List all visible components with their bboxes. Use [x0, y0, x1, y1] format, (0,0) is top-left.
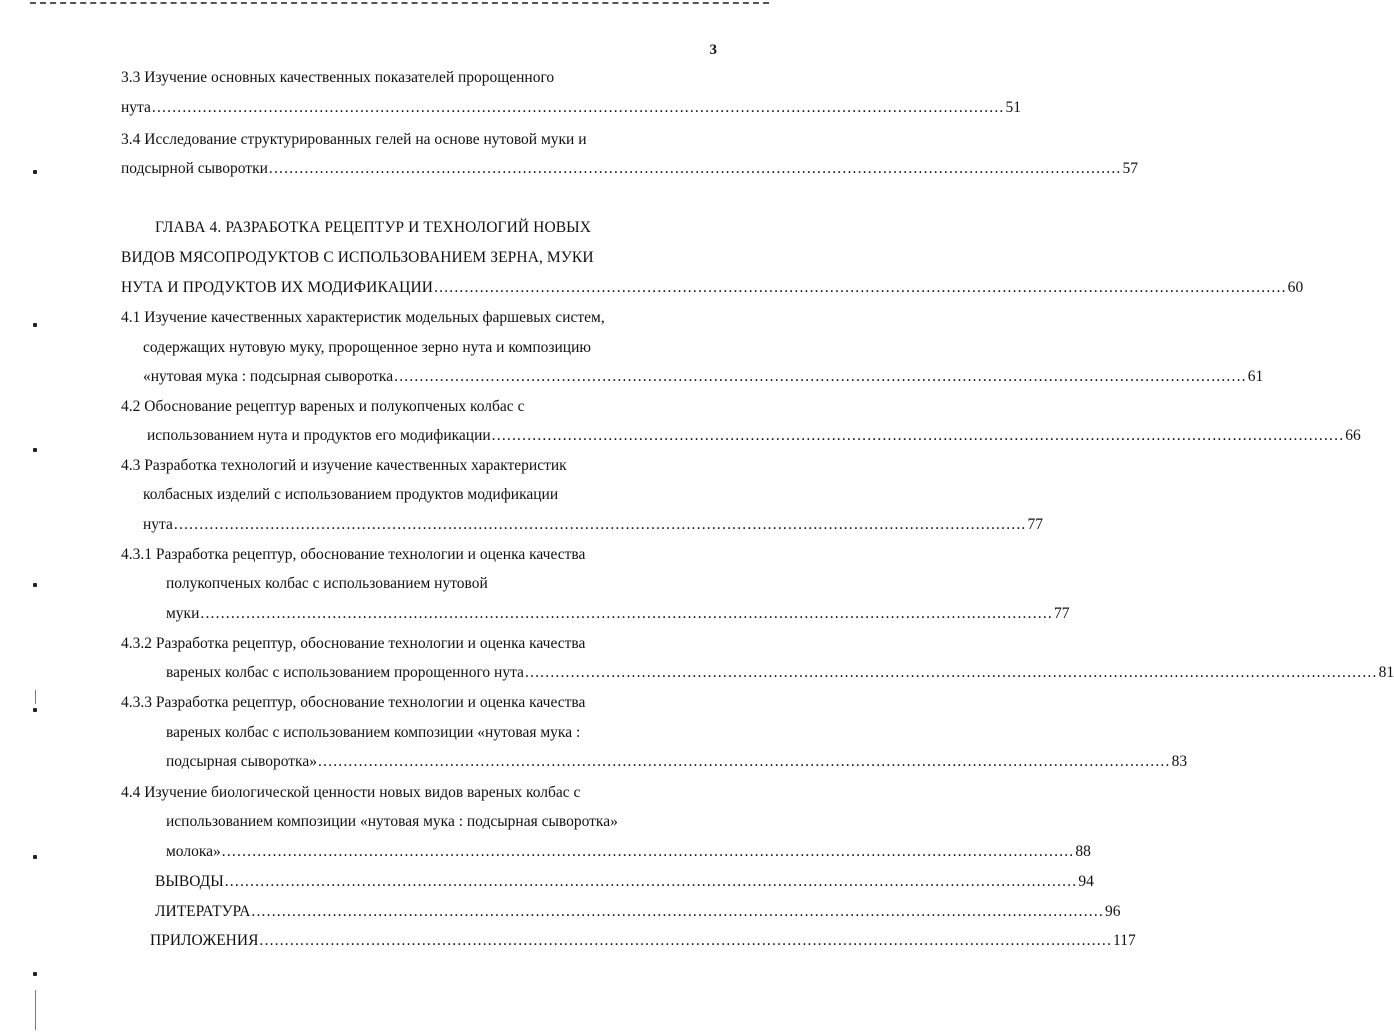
toc-page-number: 77 — [1027, 516, 1043, 533]
toc-entry-4-3-1-last-line — [166, 604, 1070, 624]
dot-leader: ........................................................................................................................................................................ — [151, 99, 1005, 116]
scan-speck — [33, 972, 37, 976]
toc-entry-text: вареных колбас с использованием пророщенного нута — [166, 664, 524, 681]
toc-entry-text: молока» — [166, 843, 221, 860]
scan-speck — [33, 448, 37, 452]
toc-entry-4-3-line-2: колбасных изделий с использованием продуктов модификации — [143, 486, 559, 503]
scan-speck — [33, 583, 37, 587]
toc-entry-3-4-line-1: 3.4 Исследование структурированных гелей на основе нутовой муки и — [121, 131, 587, 148]
toc-entry-4-3-2-line-1: 4.3.2 Разработка рецептур, обоснование технологии и оценка качества — [121, 635, 586, 652]
toc-entry-text: подсырной сыворотки — [121, 160, 268, 177]
dot-leader: ........................................................................................................................................................................ — [221, 843, 1075, 860]
toc-entry-text: нута — [121, 99, 151, 116]
toc-entry-3-3-last-line — [121, 98, 1021, 118]
toc-page-number: 96 — [1105, 903, 1121, 920]
toc-entry-text: муки — [166, 605, 200, 622]
toc-entry-conclusions — [155, 872, 1094, 892]
toc-entry-4-3-3-last-line — [166, 752, 1188, 772]
scan-speck — [33, 170, 37, 174]
scan-speck — [33, 855, 37, 859]
chapter-4-heading-last-line — [121, 278, 1304, 298]
toc-entry-text: ВЫВОДЫ — [155, 873, 224, 890]
dot-leader: ........................................................................................................................................................................ — [251, 903, 1104, 920]
toc-entry-text: НУТА И ПРОДУКТОВ ИХ МОДИФИКАЦИИ — [121, 279, 434, 296]
toc-entry-4-3-1-line-1: 4.3.1 Разработка рецептур, обоснование технологии и оценка качества — [121, 546, 586, 563]
toc-entry-4-3-last-line — [143, 515, 1043, 535]
toc-entry-4-1-last-line — [143, 367, 1264, 387]
dot-leader: ........................................................................................................................................................................ — [491, 427, 1345, 444]
dot-leader: ........................................................................................................................................................................ — [268, 160, 1122, 177]
toc-page-number: 66 — [1345, 427, 1361, 444]
chapter-4-heading-line-1: ГЛАВА 4. РАЗРАБОТКА РЕЦЕПТУР И ТЕХНОЛОГИЙ НОВЫХ — [155, 219, 592, 236]
toc-entry-4-3-2-last-line — [166, 663, 1394, 683]
dot-leader: ........................................................................................................................................................................ — [317, 753, 1171, 770]
toc-entry-text: использованием нута и продуктов его модификации — [147, 427, 491, 444]
toc-entry-text: подсырная сыворотка» — [166, 753, 317, 770]
toc-entry-text: ПРИЛОЖЕНИЯ — [150, 932, 259, 949]
dot-leader: ........................................................................................................................................................................ — [224, 873, 1078, 890]
toc-entry-3-4-last-line — [121, 159, 1139, 179]
dot-leader: ........................................................................................................................................................................ — [200, 605, 1053, 622]
scan-speck — [33, 323, 37, 327]
scan-speck — [33, 708, 37, 712]
dot-leader: ........................................................................................................................................................................ — [434, 279, 1287, 296]
dot-leader: ........................................................................................................................................................................ — [173, 516, 1027, 533]
toc-entry-literature — [155, 902, 1121, 922]
toc-page-number: 61 — [1247, 368, 1264, 385]
page-number: 3 — [709, 42, 717, 58]
toc-entry-4-1-line-2: содержащих нутовую муку, пророщенное зерно нута и композицию — [143, 339, 591, 356]
toc-page-number: 60 — [1287, 279, 1304, 296]
toc-entry-4-3-line-1: 4.3 Разработка технологий и изучение качественных характеристик — [121, 457, 567, 474]
top-edge-line — [30, 2, 769, 4]
toc-entry-text: нута — [143, 516, 173, 533]
toc-entry-4-3-3-line-2: вареных колбас с использованием композиции «нутовая мука : — [166, 724, 581, 741]
dot-leader: ........................................................................................................................................................................ — [524, 664, 1378, 681]
toc-entry-4-4-last-line — [166, 842, 1091, 862]
toc-entry-4-4-line-2: использованием композиции «нутовая мука : подсырная сыворотка» — [166, 813, 618, 830]
dot-leader: ........................................................................................................................................................................ — [394, 368, 1247, 385]
toc-entry-4-3-1-line-2: полукопченых колбас с использованием нутовой — [166, 575, 488, 592]
dot-leader: ........................................................................................................................................................................ — [259, 932, 1113, 949]
toc-entry-4-2-line-1: 4.2 Обоснование рецептур вареных и полукопченых колбас с — [121, 398, 525, 415]
toc-page-number: 88 — [1075, 843, 1091, 860]
toc-page-number: 57 — [1122, 160, 1139, 177]
toc-entry-appendices — [150, 931, 1136, 951]
toc-entry-text: «нутовая мука : подсырная сыворотка — [143, 368, 394, 385]
toc-entry-4-3-3-line-1: 4.3.3 Разработка рецептур, обоснование технологии и оценка качества — [121, 694, 586, 711]
toc-page-number: 94 — [1078, 873, 1094, 890]
toc-page-number: 83 — [1171, 753, 1188, 770]
toc-page-number: 117 — [1113, 932, 1136, 949]
toc-entry-3-3-line-1: 3.3 Изучение основных качественных показателей пророщенного — [121, 69, 555, 86]
toc-entry-4-1-line-1: 4.1 Изучение качественных характеристик модельных фаршевых систем, — [121, 309, 605, 326]
toc-entry-text: ЛИТЕРАТУРА — [155, 903, 251, 920]
toc-page-number: 81 — [1378, 664, 1394, 681]
toc-page-number: 51 — [1005, 99, 1021, 116]
toc-entry-4-2-last-line — [147, 426, 1361, 446]
chapter-4-heading-line-2: ВИДОВ МЯСОПРОДУКТОВ С ИСПОЛЬЗОВАНИЕМ ЗЕРНА, МУКИ — [121, 249, 594, 266]
toc-entry-4-4-line-1: 4.4 Изучение биологической ценности новых видов вареных колбас с — [121, 784, 581, 801]
scan-line — [35, 690, 36, 704]
scan-line — [35, 990, 36, 1030]
toc-page-number: 77 — [1054, 605, 1070, 622]
